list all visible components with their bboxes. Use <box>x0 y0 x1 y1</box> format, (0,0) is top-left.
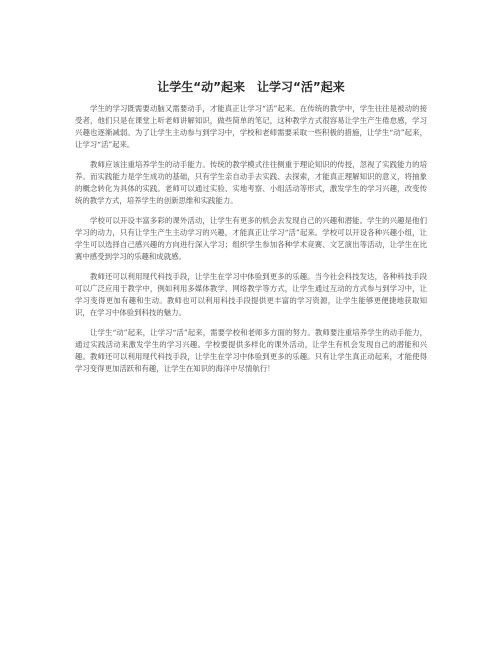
paragraph-4: 教师还可以利用现代科技手段，让学生在学习中体验到更多的乐趣。当今社会科技发达，各种科技手段可以广泛应用于教学中，例如利用多媒体教学、网络教学等方式，让学生通过互动的方式参与到学习中，让学习变得更加有趣和生动。教师也可以利用科技手段提供更丰富的学习资源，让学生能够更便捷地获取知识，在学习中体验到科技的魅力。 <box>75 272 427 317</box>
paragraph-1: 学生的学习既需要动脑又需要动手，才能真正让学习“活”起来。在传统的教学中，学生往往是被动的接受者，他们只是在课堂上听老师讲解知识，做些简单的笔记，这种教学方式很容易让学生产生倦怠感，学习兴趣也逐渐减弱。为了让学生主动参与到学习中，学校和老师需要采取一些积极的措施，让学生“动”起来，让学习“活”起来。 <box>75 104 427 149</box>
document-title: 让学生“动”起来 让学习“活”起来 <box>157 80 345 94</box>
paragraph-2: 教师应该注重培养学生的动手能力。传统的教学模式往往侧重于理论知识的传授，忽视了实践能力的培养。而实践能力是学生成功的基础，只有学生亲自动手去实践、去探索，才能真正理解知识的意义，将抽象的概念转化为具体的实践。老师可以通过实验、实地考察、小组活动等形式，激发学生的学习兴趣，改变传统的教学方式，培养学生的创新思维和实践能力。 <box>75 160 427 205</box>
document-body <box>75 103 427 383</box>
paragraph-5: 让学生“动”起来，让学习“活”起来，需要学校和老师多方面的努力。教师要注重培养学生的动手能力，通过实践活动来激发学生的学习兴趣。学校要提供多样化的课外活动，让学生有机会发现自己的潜能和兴趣。教师还可以利用现代科技手段，让学生在学习中体验到更多的乐趣。只有让学生真正动起来，才能使得学习变得更加活跃和有趣，让学生在知识的海洋中尽情航行！ <box>75 328 427 373</box>
paragraph-3: 学校可以开设丰富多彩的课外活动，让学生有更多的机会去发现自己的兴趣和潜能。学生的兴趣是他们学习的动力，只有让学生产生主动学习的兴趣，才能真正让学习“活”起来。学校可以开设各种兴趣小组，让学生可以选择自己感兴趣的方向进行深入学习；组织学生参加各种学术竞赛、文艺演出等活动，让学生在比赛中感受到学习的乐趣和成就感。 <box>75 216 427 261</box>
